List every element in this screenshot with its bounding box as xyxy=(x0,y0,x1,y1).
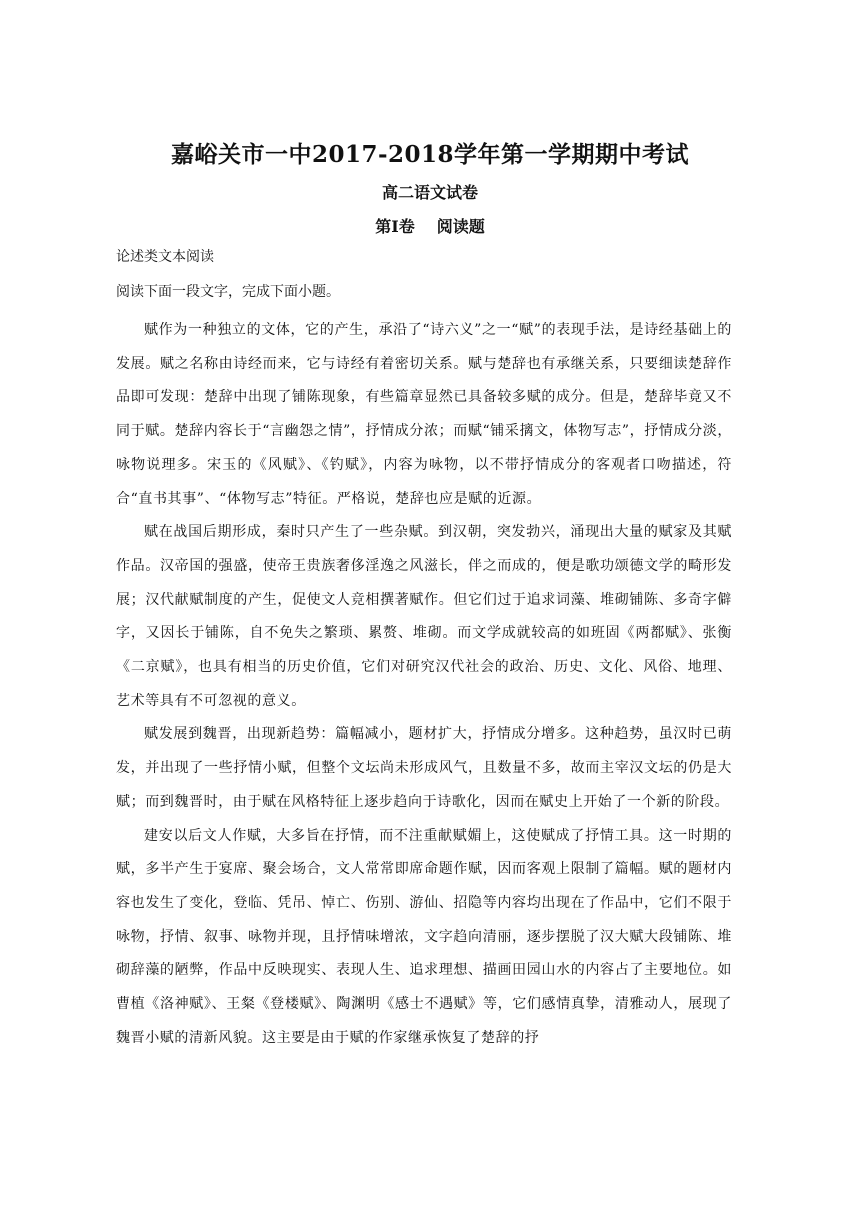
reading-instruction: 阅读下面一段文字，完成下面小题。 xyxy=(116,284,340,300)
passage-paragraph: 赋发展到魏晋，出现新趋势：篇幅减小，题材扩大，抒情成分增多。这种趋势，虽汉时已萌发，并出现了一些抒情小赋，但整个文坛尚未形成风气，且数量不多，故而主宰汉文坛的仍是大赋；而到魏晋时，由于赋在风格特征上逐步趋向于诗歌化，因而在赋史上开始了一个新的阶段。 xyxy=(116,726,732,810)
section-part: 第Ⅰ卷 xyxy=(375,217,415,236)
section-name: 阅读题 xyxy=(436,217,485,236)
section-heading xyxy=(0,214,860,237)
passage-paragraph: 赋作为一种独立的文体，它的产生，承沿了“诗六义”之一“赋”的表现手法，是诗经基础上的发展。赋之名称由诗经而来，它与诗经有着密切关系。赋与楚辞也有承继关系，只要细读楚辞作品即可发现：楚辞中出现了铺陈现象，有些篇章显然已具备较多赋的成分。但是，楚辞毕竟又不同于赋。楚辞内容长于“言幽怨之情”，抒情成分浓；而赋“铺采摛文，体物写志”，抒情成分淡，咏物说理多。宋玉的《风赋》、《钓赋》，内容为咏物，以不带抒情成分的客观者口吻描述，符合“直书其事”、“体物写志”特征。严格说，楚辞也应是赋的近源。 xyxy=(116,322,732,507)
section-label: 论述类文本阅读 xyxy=(116,249,214,265)
passage-paragraph: 赋在战国后期形成，秦时只产生了一些杂赋。到汉朝，突发勃兴，涌现出大量的赋家及其赋作品。汉帝国的强盛，使帝王贵族奢侈淫逸之风滋长，伴之而成的，便是歌功颂德文学的畸形发展；汉代献赋制度的产生，促使文人竞相撰著赋作。但它们过于追求词藻、堆砌铺陈、多奇字僻字，又因长于铺陈，自不免失之繁琐、累赘、堆砌。而文学成就较高的如班固《两都赋》、张衡《二京赋》，也具有相当的历史价值，它们对研究汉代社会的政治、历史、文化、风俗、地理、艺术等具有不可忽视的意义。 xyxy=(116,524,732,709)
passage-paragraph: 建安以后文人作赋，大多旨在抒情，而不注重献赋媚上，这使赋成了抒情工具。这一时期的赋，多半产生于宴席、聚会场合，文人常常即席命题作赋，因而客观上限制了篇幅。赋的题材内容也发生了变化，登临、凭吊、悼亡、伤别、游仙、招隐等内容均出现在了作品中，它们不限于咏物，抒情、叙事、咏物并现，且抒情味增浓，文字趋向清丽，逐步摆脱了汉大赋大段铺陈、堆砌辞藻的陋弊，作品中反映现实、表现人生、追求理想、描画田园山水的内容占了主要地位。如曹植《洛神赋》、王粲《登楼赋》、陶渊明《感士不遇赋》等，它们感情真挚，清雅动人，展现了魏晋小赋的清新风貌。这主要是由于赋的作家继承恢复了楚辞的抒 xyxy=(116,827,732,1046)
exam-subtitle: 高二语文试卷 xyxy=(381,183,478,202)
reading-passage xyxy=(116,314,732,1055)
exam-title: 嘉峪关市一中2017-2018学年第一学期期中考试 xyxy=(170,141,690,168)
